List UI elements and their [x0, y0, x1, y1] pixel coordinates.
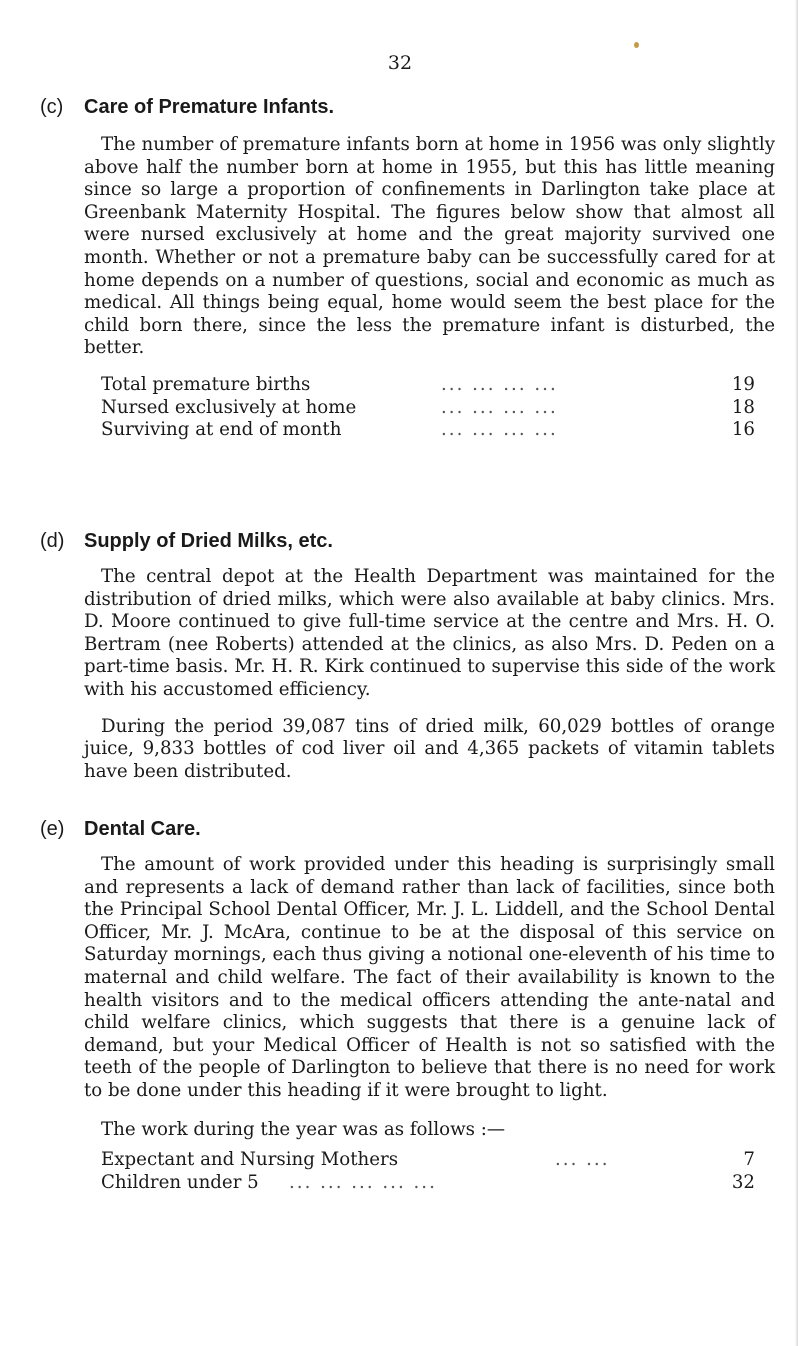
table-row — [101, 419, 755, 442]
row-label: Children under 5 — [101, 1171, 259, 1193]
section-heading — [40, 530, 775, 560]
paragraph: The amount of work provided under this heading is surprisingly small and represents a lack of demand rather than lack of facilities, since both the Principal School Dental Officer, Mr. J. L. Liddell, and the School Dental Officer, Mr. J. McAra, continue to be at the disposal of this service on Saturday mornings, each thus giving a notional one-eleventh of his time to maternal and child welfare. The fact of their availability is known to the health visitors and to the medical officers attending the ante-natal and child welfare clinics, which suggests that there is a genuine lack of demand, but your Medical Officer of Health is not so satisfied with the teeth of the people of Darlington to believe that there is no need for work to be done under this heading if it were brought to light. — [84, 854, 775, 1101]
premature-births-table — [40, 374, 775, 442]
section-dried-milks — [40, 530, 775, 783]
section-title: Care of Premature Infants. — [84, 96, 335, 118]
row-leader: ... ... — [555, 1149, 610, 1171]
section-letter: (e) — [40, 818, 65, 840]
section-letter: (c) — [40, 96, 64, 118]
row-value: 18 — [731, 396, 755, 418]
page-number: 32 — [387, 52, 413, 74]
section-premature-infants — [40, 96, 775, 442]
paragraph: During the period 39,087 tins of dried milk, 60,029 bottles of orange juice, 9,833 bottles of cod liver oil and 4,365 packets of vitamin tablets have been distributed. — [84, 715, 775, 782]
row-label: Total premature births — [101, 373, 311, 395]
section-title: Dental Care. — [84, 818, 201, 840]
paragraph: The central depot at the Health Department was maintained for the distribution of dried milks, which were also available at baby clinics. Mrs. D. Moore continued to give full-time service at the centre and Mrs. H. O. Bertram (nee Roberts) attended at the clinics, as also Mrs. D. Peden on a part-time basis. Mr. H. R. Kirk continued to supervise this side of the work with his accustomed efficiency. — [84, 566, 775, 700]
table-row — [101, 397, 755, 420]
section-letter: (d) — [40, 530, 65, 552]
row-value: 19 — [731, 373, 755, 395]
row-value: 32 — [731, 1171, 755, 1193]
scan-edge — [795, 0, 798, 1346]
row-label: Expectant and Nursing Mothers — [101, 1149, 399, 1171]
table-row — [101, 374, 755, 397]
section-heading — [40, 96, 775, 126]
paragraph: The number of premature infants born at home in 1956 was only slightly above half the number born at home in 1955, but this has little meaning since so large a proportion of confinements in Darlington take place at Greenbank Maternity Hospital. The figures below show that almost all were nursed exclusively at home and the great majority survived one month. Whether or not a premature baby can be successfully cared for at home depends on a number of questions, social and economic as much as medical. All things being equal, home would seem the best place for the child born there, since the less the premature infant is disturbed, the better. — [84, 134, 775, 359]
paper-mark — [634, 42, 639, 48]
work-intro: The work during the year was as follows :— — [101, 1118, 506, 1140]
section-heading — [40, 818, 775, 848]
section-title: Supply of Dried Milks, etc. — [84, 530, 333, 552]
row-leader: ... ... ... ... — [441, 419, 558, 441]
row-label: Nursed exclusively at home — [101, 396, 357, 418]
dental-work-table — [40, 1149, 775, 1194]
row-label: Surviving at end of month — [101, 419, 342, 441]
table-row — [101, 1149, 755, 1172]
section-dental-care — [40, 818, 775, 1194]
row-leader: ... ... ... ... — [441, 396, 558, 418]
row-leader: ... ... ... ... ... — [289, 1171, 437, 1193]
table-row — [101, 1172, 755, 1195]
row-value: 7 — [743, 1149, 755, 1171]
row-value: 16 — [731, 419, 755, 441]
row-leader: ... ... ... ... — [441, 373, 558, 395]
